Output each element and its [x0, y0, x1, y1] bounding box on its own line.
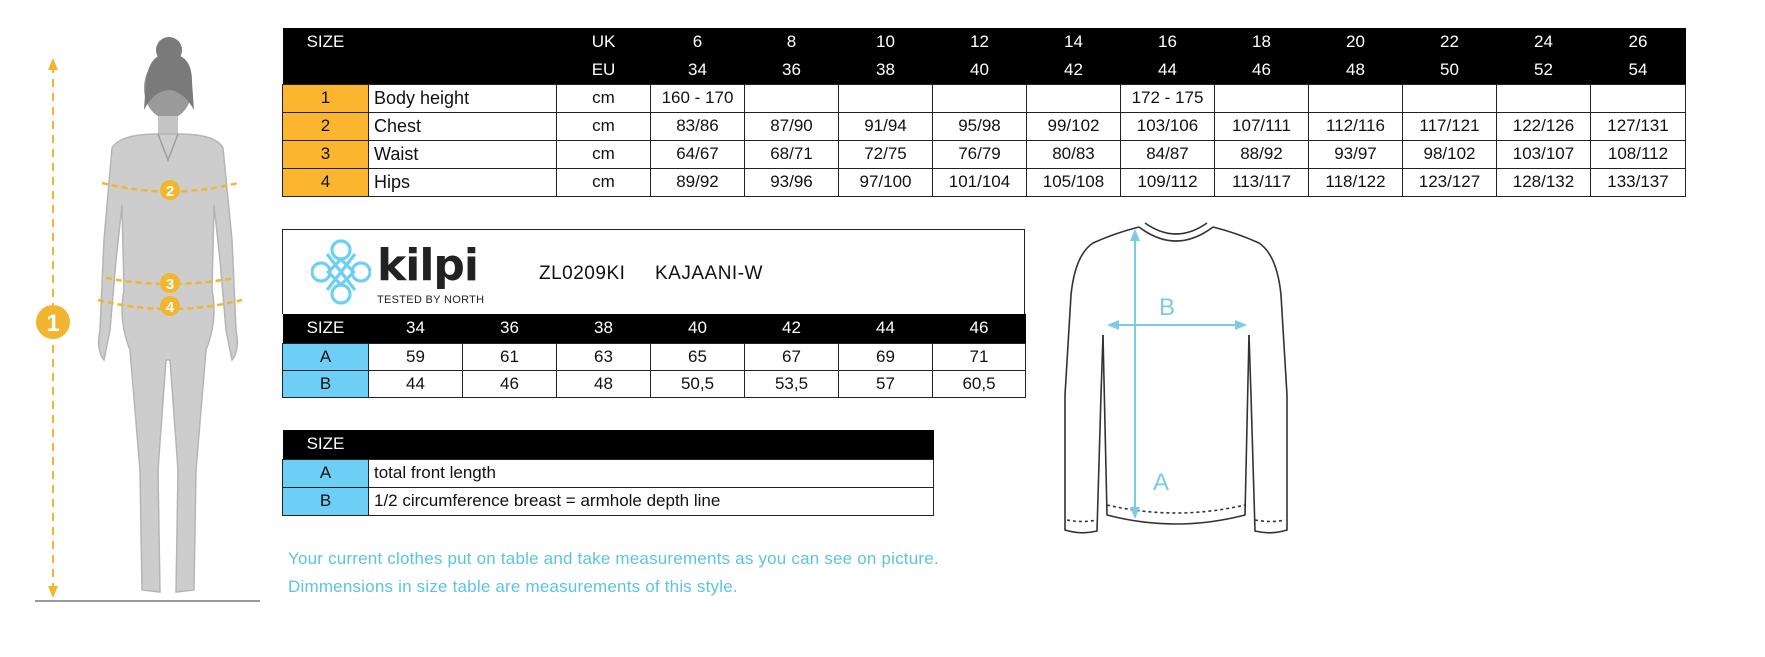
table-cell: 128/132	[1497, 168, 1591, 196]
table-cell: 101/104	[933, 168, 1027, 196]
table-cell: 93/97	[1309, 140, 1403, 168]
legend-text: total front length	[369, 459, 934, 487]
size-value: 36	[463, 314, 557, 343]
size-value: 34	[369, 314, 463, 343]
table-cell: 93/96	[745, 168, 839, 196]
row-unit: cm	[557, 168, 651, 196]
table-cell	[745, 84, 839, 112]
eu-value: 42	[1027, 56, 1121, 84]
style-header-row	[283, 314, 1026, 343]
size-value: 44	[839, 314, 933, 343]
table-cell: 127/131	[1591, 112, 1686, 140]
brand-logo: kilpi	[377, 240, 479, 291]
table-cell: 160 - 170	[651, 84, 745, 112]
table-cell: 91/94	[839, 112, 933, 140]
uk-value: 6	[651, 28, 745, 56]
table-row	[283, 370, 1026, 397]
table-cell: 88/92	[1215, 140, 1309, 168]
eu-value: 34	[651, 56, 745, 84]
table-cell: 108/112	[1591, 140, 1686, 168]
row-unit: cm	[557, 112, 651, 140]
table-cell: 112/116	[1309, 112, 1403, 140]
table-cell: 87/90	[745, 112, 839, 140]
eu-row	[283, 56, 1686, 84]
size-value: 40	[651, 314, 745, 343]
table-cell: 57	[839, 370, 933, 397]
uk-value: 22	[1403, 28, 1497, 56]
size-value: 38	[557, 314, 651, 343]
kilpi-knot-icon	[311, 238, 371, 306]
uk-value: 24	[1497, 28, 1591, 56]
row-key: B	[283, 487, 369, 515]
row-unit: cm	[557, 140, 651, 168]
uk-value: 14	[1027, 28, 1121, 56]
eu-value: 46	[1215, 56, 1309, 84]
measure-a-arrow	[1130, 229, 1140, 519]
size-header: SIZE	[283, 314, 369, 343]
table-cell: 72/75	[839, 140, 933, 168]
table-cell: 122/126	[1497, 112, 1591, 140]
size-header: SIZE	[283, 430, 369, 459]
row-number: 1	[283, 84, 369, 112]
table-cell: 83/86	[651, 112, 745, 140]
table-cell: 44	[369, 370, 463, 397]
table-cell: 84/87	[1121, 140, 1215, 168]
table-cell: 118/122	[1309, 168, 1403, 196]
brand-tagline: TESTED BY NORTH	[377, 294, 485, 306]
table-cell: 103/107	[1497, 140, 1591, 168]
row-unit: cm	[557, 84, 651, 112]
eu-value: 40	[933, 56, 1027, 84]
row-key: B	[283, 370, 369, 397]
long-sleeve-shirt-outline	[1065, 223, 1287, 533]
eu-value: 52	[1497, 56, 1591, 84]
uk-value: 26	[1591, 28, 1686, 56]
product-header	[282, 229, 1025, 314]
row-label: Waist	[369, 140, 557, 168]
table-row	[283, 168, 1686, 196]
svg-text:4: 4	[165, 299, 175, 316]
uk-value: 8	[745, 28, 839, 56]
uk-value: 12	[933, 28, 1027, 56]
table-cell	[1403, 84, 1497, 112]
table-cell	[1309, 84, 1403, 112]
table-cell: 63	[557, 343, 651, 370]
row-key: A	[283, 343, 369, 370]
row-label: Hips	[369, 168, 557, 196]
eu-value: 48	[1309, 56, 1403, 84]
uk-value: 16	[1121, 28, 1215, 56]
table-row	[283, 459, 934, 487]
row-number: 4	[283, 168, 369, 196]
table-cell: 65	[651, 343, 745, 370]
table-cell: 172 - 175	[1121, 84, 1215, 112]
eu-value: 54	[1591, 56, 1686, 84]
instruction-note-2: Dimmensions in size table are measurements of this style.	[288, 577, 738, 596]
row-number: 2	[283, 112, 369, 140]
table-cell: 68/71	[745, 140, 839, 168]
uk-value: 10	[839, 28, 933, 56]
instruction-note-1: Your current clothes put on table and take measurements as you can see on picture.	[288, 549, 939, 568]
main-size-table	[282, 28, 1686, 197]
table-cell	[1591, 84, 1686, 112]
svg-text:3: 3	[165, 276, 175, 293]
table-cell: 69	[839, 343, 933, 370]
uk-value: 18	[1215, 28, 1309, 56]
svg-text:2: 2	[165, 183, 175, 200]
size-value: 46	[933, 314, 1026, 343]
marker-2	[160, 180, 180, 200]
uk-row	[283, 28, 1686, 56]
table-cell	[1027, 84, 1121, 112]
table-row	[283, 112, 1686, 140]
table-cell: 133/137	[1591, 168, 1686, 196]
table-cell: 95/98	[933, 112, 1027, 140]
label-a: A	[1152, 469, 1170, 496]
table-cell: 98/102	[1403, 140, 1497, 168]
table-cell: 113/117	[1215, 168, 1309, 196]
eu-label: EU	[557, 56, 651, 84]
table-cell: 64/67	[651, 140, 745, 168]
table-cell: 80/83	[1027, 140, 1121, 168]
legend-header-row	[283, 430, 934, 459]
table-cell: 109/112	[1121, 168, 1215, 196]
table-cell: 97/100	[839, 168, 933, 196]
table-cell: 76/79	[933, 140, 1027, 168]
table-cell	[933, 84, 1027, 112]
table-cell: 107/111	[1215, 112, 1309, 140]
marker-3	[160, 273, 180, 293]
row-label: Body height	[369, 84, 557, 112]
product-name: KAJAANI-W	[655, 263, 763, 284]
table-cell: 123/127	[1403, 168, 1497, 196]
table-cell: 117/121	[1403, 112, 1497, 140]
uk-label: UK	[557, 28, 651, 56]
body-figure	[20, 30, 260, 610]
table-row	[283, 343, 1026, 370]
product-code: ZL0209KI	[539, 263, 626, 284]
marker-1	[36, 305, 70, 339]
eu-value: 38	[839, 56, 933, 84]
svg-text:1: 1	[46, 310, 60, 337]
marker-4	[160, 296, 180, 316]
table-cell: 46	[463, 370, 557, 397]
legend-table	[282, 430, 934, 516]
table-cell: 103/106	[1121, 112, 1215, 140]
row-key: A	[283, 459, 369, 487]
table-row	[283, 487, 934, 515]
table-cell: 59	[369, 343, 463, 370]
table-row	[283, 84, 1686, 112]
table-cell: 67	[745, 343, 839, 370]
table-cell: 61	[463, 343, 557, 370]
table-cell: 48	[557, 370, 651, 397]
table-cell	[1497, 84, 1591, 112]
table-row	[283, 140, 1686, 168]
table-cell: 89/92	[651, 168, 745, 196]
size-header: SIZE	[283, 28, 369, 56]
garment-diagram	[1055, 215, 1295, 540]
eu-value: 44	[1121, 56, 1215, 84]
label-b: B	[1158, 294, 1176, 321]
size-value: 42	[745, 314, 839, 343]
table-cell	[839, 84, 933, 112]
style-size-table	[282, 314, 1026, 398]
table-cell: 105/108	[1027, 168, 1121, 196]
table-cell: 50,5	[651, 370, 745, 397]
measure-b-arrow	[1107, 320, 1247, 330]
table-cell: 60,5	[933, 370, 1026, 397]
eu-value: 50	[1403, 56, 1497, 84]
table-cell: 71	[933, 343, 1026, 370]
row-label: Chest	[369, 112, 557, 140]
table-cell: 53,5	[745, 370, 839, 397]
uk-value: 20	[1309, 28, 1403, 56]
legend-text: 1/2 circumference breast = armhole depth line	[369, 487, 934, 515]
table-cell	[1215, 84, 1309, 112]
row-number: 3	[283, 140, 369, 168]
eu-value: 36	[745, 56, 839, 84]
table-cell: 99/102	[1027, 112, 1121, 140]
